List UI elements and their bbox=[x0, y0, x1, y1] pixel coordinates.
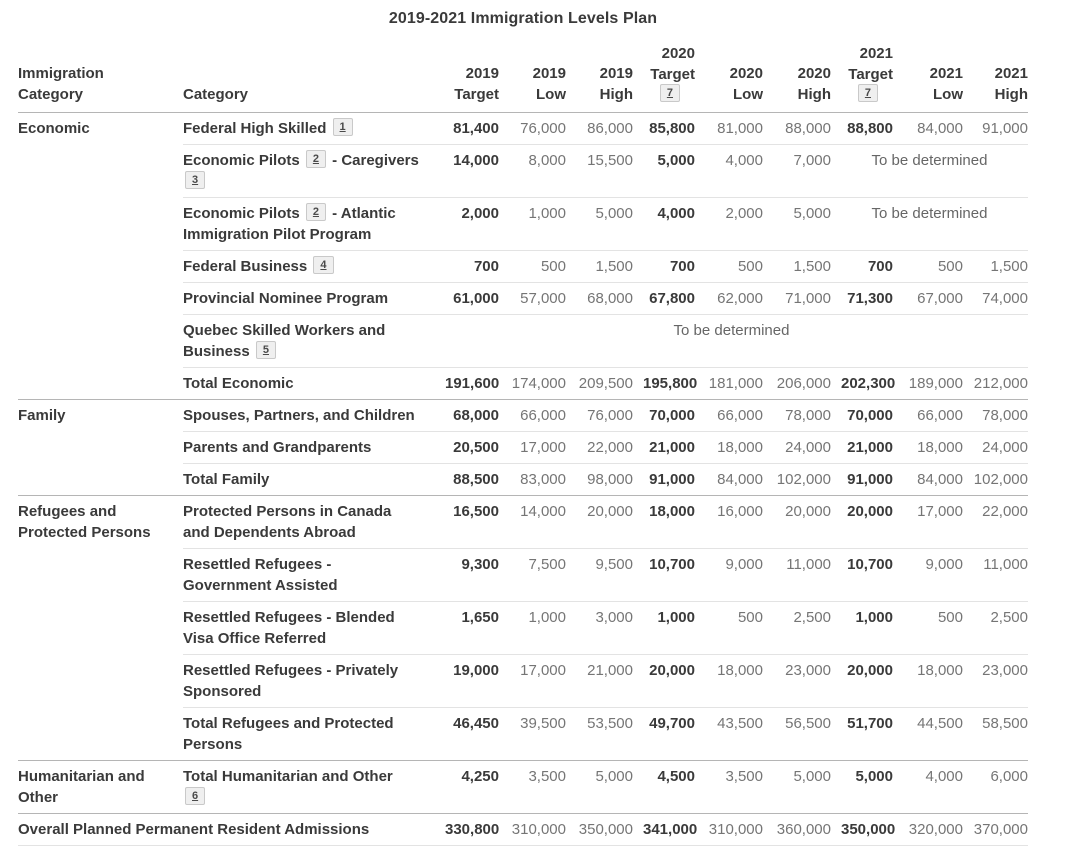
tbd-cell: To be determined bbox=[831, 145, 1028, 198]
table-row bbox=[18, 400, 1028, 432]
value-cell: 1,000 bbox=[633, 602, 695, 655]
category-cell: Total Family bbox=[183, 464, 435, 496]
value-cell: 71,300 bbox=[831, 283, 893, 315]
value-cell: 1,000 bbox=[499, 602, 566, 655]
value-cell: 22,000 bbox=[963, 496, 1028, 549]
value-cell: 68,000 bbox=[566, 283, 633, 315]
value-cell: 43,500 bbox=[695, 708, 763, 761]
value-cell: 20,500 bbox=[435, 432, 499, 464]
value-cell: 66,000 bbox=[695, 400, 763, 432]
value-cell: 81,400 bbox=[453, 120, 499, 137]
footnote-link[interactable]: 5 bbox=[256, 341, 276, 359]
footnote-link[interactable]: 1 bbox=[333, 118, 353, 136]
value-cell: 191,600 bbox=[435, 368, 499, 400]
value-cell: 21,000 bbox=[633, 432, 695, 464]
value-cell: 500 bbox=[695, 602, 763, 655]
value-cell: 5,000 bbox=[566, 198, 633, 251]
header-2020-low: 2020 Low bbox=[695, 43, 763, 113]
header-2021-target: 2021 Target 7 bbox=[831, 43, 893, 113]
group-cell: Economic bbox=[18, 120, 90, 137]
value-cell: 4,000 bbox=[695, 145, 763, 198]
value-cell: 3,500 bbox=[499, 761, 566, 814]
value-cell: 189,000 bbox=[893, 368, 963, 400]
value-cell: 350,000 bbox=[831, 814, 893, 846]
value-cell: 102,000 bbox=[963, 464, 1028, 496]
value-cell: 9,000 bbox=[893, 549, 963, 602]
value-cell: 370,000 bbox=[963, 814, 1028, 846]
value-cell: 1,650 bbox=[435, 602, 499, 655]
value-cell: 15,500 bbox=[566, 145, 633, 198]
value-cell: 86,000 bbox=[587, 120, 633, 137]
category-cell: Parents and Grandparents bbox=[183, 432, 435, 464]
category-cell: Resettled Refugees - Blended Visa Office Referred bbox=[183, 602, 435, 655]
value-cell: 85,800 bbox=[649, 120, 695, 137]
value-cell: 76,000 bbox=[566, 400, 633, 432]
value-cell: 18,000 bbox=[695, 432, 763, 464]
category-cell: Total Refugees and Protected Persons bbox=[183, 708, 435, 761]
value-cell: 39,500 bbox=[499, 708, 566, 761]
value-cell: 8,000 bbox=[499, 145, 566, 198]
value-cell: 61,000 bbox=[435, 283, 499, 315]
group-cell: Refugees and Protected Persons bbox=[18, 496, 183, 761]
category-cell: Provincial Nominee Program bbox=[183, 283, 435, 315]
header-2020-target: 2020 Target 7 bbox=[633, 43, 695, 113]
footnote-link[interactable]: 2 bbox=[306, 203, 326, 221]
value-cell: 70,000 bbox=[633, 400, 695, 432]
header-2019-low: 2019 Low bbox=[499, 43, 566, 113]
value-cell: 310,000 bbox=[695, 814, 763, 846]
value-cell: 53,500 bbox=[566, 708, 633, 761]
tbd-cell: To be determined bbox=[831, 198, 1028, 251]
value-cell: 20,000 bbox=[831, 655, 893, 708]
value-cell: 24,000 bbox=[763, 432, 831, 464]
footnote-link[interactable]: 7 bbox=[858, 84, 878, 102]
value-cell: 195,800 bbox=[633, 368, 695, 400]
footnote-link[interactable]: 6 bbox=[185, 787, 205, 805]
value-cell: 202,300 bbox=[831, 368, 893, 400]
value-cell: 23,000 bbox=[963, 655, 1028, 708]
value-cell: 5,000 bbox=[633, 145, 695, 198]
value-cell: 500 bbox=[499, 251, 566, 283]
value-cell: 310,000 bbox=[499, 814, 566, 846]
category-cell: Protected Persons in Canada and Dependents Abroad bbox=[183, 496, 435, 549]
value-cell: 5,000 bbox=[763, 198, 831, 251]
value-cell: 206,000 bbox=[763, 368, 831, 400]
value-cell: 5,000 bbox=[566, 761, 633, 814]
value-cell: 6,000 bbox=[963, 761, 1028, 814]
value-cell: 341,000 bbox=[633, 814, 695, 846]
value-cell: 4,000 bbox=[633, 198, 695, 251]
value-cell: 18,000 bbox=[893, 655, 963, 708]
value-cell: 56,500 bbox=[763, 708, 831, 761]
group-cell: Humanitarian and Other bbox=[18, 761, 183, 814]
value-cell: 62,000 bbox=[695, 283, 763, 315]
value-cell: 17,000 bbox=[499, 432, 566, 464]
table-row bbox=[18, 814, 1028, 846]
value-cell: 209,500 bbox=[566, 368, 633, 400]
value-cell: 500 bbox=[893, 251, 963, 283]
value-cell: 102,000 bbox=[763, 464, 831, 496]
value-cell: 88,000 bbox=[785, 120, 831, 137]
value-cell: 98,000 bbox=[566, 464, 633, 496]
value-cell: 91,000 bbox=[831, 464, 893, 496]
value-cell: 46,450 bbox=[435, 708, 499, 761]
value-cell: 18,000 bbox=[633, 496, 695, 549]
immigration-levels-table bbox=[18, 43, 1028, 846]
value-cell: 320,000 bbox=[893, 814, 963, 846]
value-cell: 181,000 bbox=[695, 368, 763, 400]
value-cell: 2,000 bbox=[435, 198, 499, 251]
value-cell: 7,000 bbox=[763, 145, 831, 198]
value-cell: 18,000 bbox=[695, 655, 763, 708]
footnote-link[interactable]: 7 bbox=[660, 84, 680, 102]
value-cell: 21,000 bbox=[566, 655, 633, 708]
value-cell: 84,000 bbox=[917, 120, 963, 137]
category-cell: Federal Business 4 bbox=[183, 251, 435, 283]
header-2021-low: 2021 Low bbox=[893, 43, 963, 113]
value-cell: 3,500 bbox=[695, 761, 763, 814]
value-cell: 9,000 bbox=[695, 549, 763, 602]
category-cell: Federal High Skilled 1 bbox=[183, 113, 435, 145]
value-cell: 74,000 bbox=[963, 283, 1028, 315]
value-cell: 9,500 bbox=[566, 549, 633, 602]
value-cell: 1,000 bbox=[831, 602, 893, 655]
value-cell: 23,000 bbox=[763, 655, 831, 708]
header-2021-high: 2021 High bbox=[963, 43, 1028, 113]
value-cell: 20,000 bbox=[566, 496, 633, 549]
value-cell: 17,000 bbox=[893, 496, 963, 549]
value-cell: 5,000 bbox=[763, 761, 831, 814]
value-cell: 11,000 bbox=[963, 549, 1028, 602]
header-2019-target: 2019 Target bbox=[435, 43, 499, 113]
value-cell: 1,500 bbox=[963, 251, 1028, 283]
value-cell: 500 bbox=[893, 602, 963, 655]
value-cell: 91,000 bbox=[982, 120, 1028, 137]
value-cell: 1,000 bbox=[499, 198, 566, 251]
value-cell: 4,250 bbox=[435, 761, 499, 814]
value-cell: 11,000 bbox=[763, 549, 831, 602]
value-cell: 16,000 bbox=[695, 496, 763, 549]
value-cell: 84,000 bbox=[695, 464, 763, 496]
category-cell: Spouses, Partners, and Children bbox=[183, 400, 435, 432]
footnote-link[interactable]: 3 bbox=[185, 171, 205, 189]
value-cell: 49,700 bbox=[633, 708, 695, 761]
value-cell: 22,000 bbox=[566, 432, 633, 464]
value-cell: 67,800 bbox=[633, 283, 695, 315]
value-cell: 1,500 bbox=[763, 251, 831, 283]
table-header bbox=[18, 43, 1028, 113]
value-cell: 88,800 bbox=[847, 120, 893, 137]
header-immigration-category: Immigration Category bbox=[18, 43, 183, 113]
value-cell: 24,000 bbox=[963, 432, 1028, 464]
value-cell: 83,000 bbox=[499, 464, 566, 496]
category-cell: Total Humanitarian and Other 6 bbox=[183, 761, 435, 814]
value-cell: 84,000 bbox=[893, 464, 963, 496]
category-cell: Resettled Refugees - Privately Sponsored bbox=[183, 655, 435, 708]
value-cell: 20,000 bbox=[763, 496, 831, 549]
value-cell: 66,000 bbox=[893, 400, 963, 432]
value-cell: 330,800 bbox=[435, 814, 499, 846]
value-cell: 57,000 bbox=[499, 283, 566, 315]
value-cell: 51,700 bbox=[831, 708, 893, 761]
value-cell: 7,500 bbox=[499, 549, 566, 602]
value-cell: 20,000 bbox=[633, 655, 695, 708]
value-cell: 81,000 bbox=[717, 120, 763, 137]
category-cell: Total Economic bbox=[183, 368, 435, 400]
value-cell: 17,000 bbox=[499, 655, 566, 708]
value-cell: 67,000 bbox=[893, 283, 963, 315]
value-cell: 4,000 bbox=[893, 761, 963, 814]
value-cell: 350,000 bbox=[566, 814, 633, 846]
value-cell: 76,000 bbox=[520, 120, 566, 137]
value-cell: 20,000 bbox=[831, 496, 893, 549]
tbd-cell: To be determined bbox=[435, 315, 1028, 368]
table-row bbox=[18, 761, 1028, 814]
value-cell: 3,000 bbox=[566, 602, 633, 655]
category-cell: Overall Planned Permanent Resident Admissions bbox=[18, 814, 435, 846]
value-cell: 2,500 bbox=[763, 602, 831, 655]
page-title: 2019-2021 Immigration Levels Plan bbox=[388, 10, 658, 27]
header-2019-high: 2019 High bbox=[566, 43, 633, 113]
value-cell: 700 bbox=[831, 251, 893, 283]
table-row bbox=[18, 113, 1028, 145]
value-cell: 21,000 bbox=[831, 432, 893, 464]
value-cell: 78,000 bbox=[963, 400, 1028, 432]
value-cell: 10,700 bbox=[633, 549, 695, 602]
category-cell: Economic Pilots 2 - Atlantic Immigration Pilot Program bbox=[183, 198, 435, 251]
value-cell: 71,000 bbox=[763, 283, 831, 315]
category-cell: Resettled Refugees - Government Assisted bbox=[183, 549, 435, 602]
value-cell: 4,500 bbox=[633, 761, 695, 814]
value-cell: 88,500 bbox=[435, 464, 499, 496]
value-cell: 44,500 bbox=[893, 708, 963, 761]
value-cell: 10,700 bbox=[831, 549, 893, 602]
value-cell: 9,300 bbox=[435, 549, 499, 602]
table-body bbox=[18, 113, 1028, 846]
footnote-link[interactable]: 4 bbox=[313, 256, 333, 274]
value-cell: 58,500 bbox=[963, 708, 1028, 761]
value-cell: 212,000 bbox=[963, 368, 1028, 400]
value-cell: 14,000 bbox=[435, 145, 499, 198]
table-row bbox=[18, 496, 1028, 549]
category-cell: Economic Pilots 2 - Caregivers 3 bbox=[183, 145, 435, 198]
footnote-link[interactable]: 2 bbox=[306, 150, 326, 168]
value-cell: 500 bbox=[695, 251, 763, 283]
value-cell: 14,000 bbox=[499, 496, 566, 549]
value-cell: 174,000 bbox=[499, 368, 566, 400]
group-cell: Family bbox=[18, 400, 183, 496]
value-cell: 360,000 bbox=[763, 814, 831, 846]
value-cell: 1,500 bbox=[566, 251, 633, 283]
value-cell: 66,000 bbox=[499, 400, 566, 432]
category-cell: Quebec Skilled Workers and Business 5 bbox=[183, 315, 435, 368]
value-cell: 5,000 bbox=[831, 761, 893, 814]
header-category: Category bbox=[183, 43, 435, 113]
value-cell: 70,000 bbox=[831, 400, 893, 432]
value-cell: 18,000 bbox=[893, 432, 963, 464]
value-cell: 19,000 bbox=[435, 655, 499, 708]
value-cell: 16,500 bbox=[435, 496, 499, 549]
value-cell: 2,000 bbox=[695, 198, 763, 251]
value-cell: 91,000 bbox=[633, 464, 695, 496]
value-cell: 78,000 bbox=[763, 400, 831, 432]
value-cell: 68,000 bbox=[435, 400, 499, 432]
value-cell: 700 bbox=[435, 251, 499, 283]
header-2020-high: 2020 High bbox=[763, 43, 831, 113]
value-cell: 2,500 bbox=[963, 602, 1028, 655]
value-cell: 700 bbox=[633, 251, 695, 283]
